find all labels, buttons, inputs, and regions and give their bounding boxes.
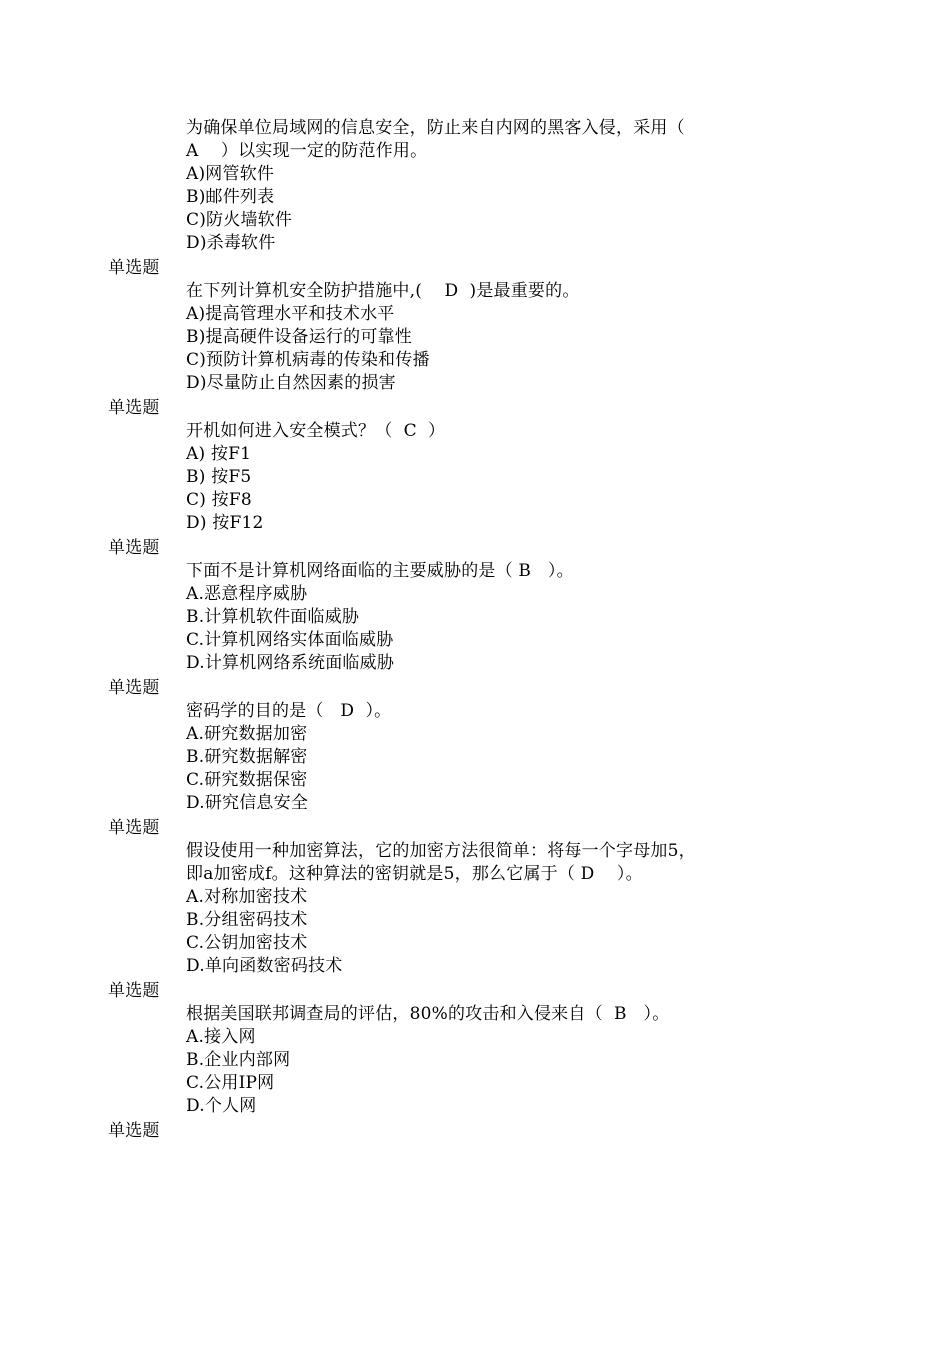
- option-d: D.单向函数密码技术: [186, 956, 343, 976]
- question-stem-line: 为确保单位局域网的信息安全，防止来自内网的黑客入侵，采用（: [186, 118, 685, 138]
- question-stem-line: 开机如何进入安全模式？（ C ）: [186, 421, 446, 441]
- option-b: B.分组密码技术: [186, 910, 308, 930]
- question-stem-line: A ）以实现一定的防范作用。: [186, 141, 428, 161]
- option-b: B.研究数据解密: [186, 747, 308, 767]
- question-type-label: 单选题: [108, 398, 160, 418]
- option-c: C.研究数据保密: [186, 770, 308, 790]
- question-stem-line: 假设使用一种加密算法，它的加密方法很简单：将每一个字母加5，: [186, 841, 696, 861]
- option-c: C.计算机网络实体面临威胁: [186, 630, 394, 650]
- option-b: B)邮件列表: [186, 187, 275, 207]
- option-c: C.公用IP网: [186, 1073, 275, 1093]
- question-stem-line: 在下列计算机安全防护措施中,( D )是最重要的。: [186, 281, 580, 301]
- question-type-label: 单选题: [108, 818, 160, 838]
- question-type-label: 单选题: [108, 1121, 160, 1141]
- option-c: C)预防计算机病毒的传染和传播: [186, 350, 430, 370]
- option-b: B.企业内部网: [186, 1050, 291, 1070]
- option-b: B) 按F5: [186, 467, 252, 487]
- question-stem-line: 下面不是计算机网络面临的主要威胁的是（ B ）。: [186, 561, 574, 581]
- question-type-label: 单选题: [108, 538, 160, 558]
- option-a: A.对称加密技术: [186, 887, 308, 907]
- option-b: B)提高硬件设备运行的可靠性: [186, 327, 412, 347]
- option-d: D.个人网: [186, 1096, 257, 1116]
- option-d: D.研究信息安全: [186, 793, 309, 813]
- option-c: C)防火墙软件: [186, 210, 293, 230]
- question-stem-line: 根据美国联邦调查局的评估，80%的攻击和入侵来自（ B ）。: [186, 1004, 670, 1024]
- question-type-label: 单选题: [108, 258, 160, 278]
- option-c: C) 按F8: [186, 490, 252, 510]
- option-d: D)尽量防止自然因素的损害: [186, 373, 396, 393]
- option-d: D.计算机网络系统面临威胁: [186, 653, 395, 673]
- option-a: A)网管软件: [186, 164, 275, 184]
- option-d: D) 按F12: [186, 513, 264, 533]
- option-d: D)杀毒软件: [186, 233, 276, 253]
- question-stem-line: 即a加密成f。这种算法的密钥就是5，那么它属于（ D ）。: [186, 864, 643, 884]
- question-stem-line: 密码学的目的是（ D ）。: [186, 701, 392, 721]
- option-a: A)提高管理水平和技术水平: [186, 304, 395, 324]
- option-a: A.接入网: [186, 1027, 256, 1047]
- question-type-label: 单选题: [108, 678, 160, 698]
- option-a: A) 按F1: [186, 444, 252, 464]
- option-b: B.计算机软件面临威胁: [186, 607, 360, 627]
- option-a: A.研究数据加密: [186, 724, 308, 744]
- option-a: A.恶意程序威胁: [186, 584, 308, 604]
- question-type-label: 单选题: [108, 981, 160, 1001]
- option-c: C.公钥加密技术: [186, 933, 308, 953]
